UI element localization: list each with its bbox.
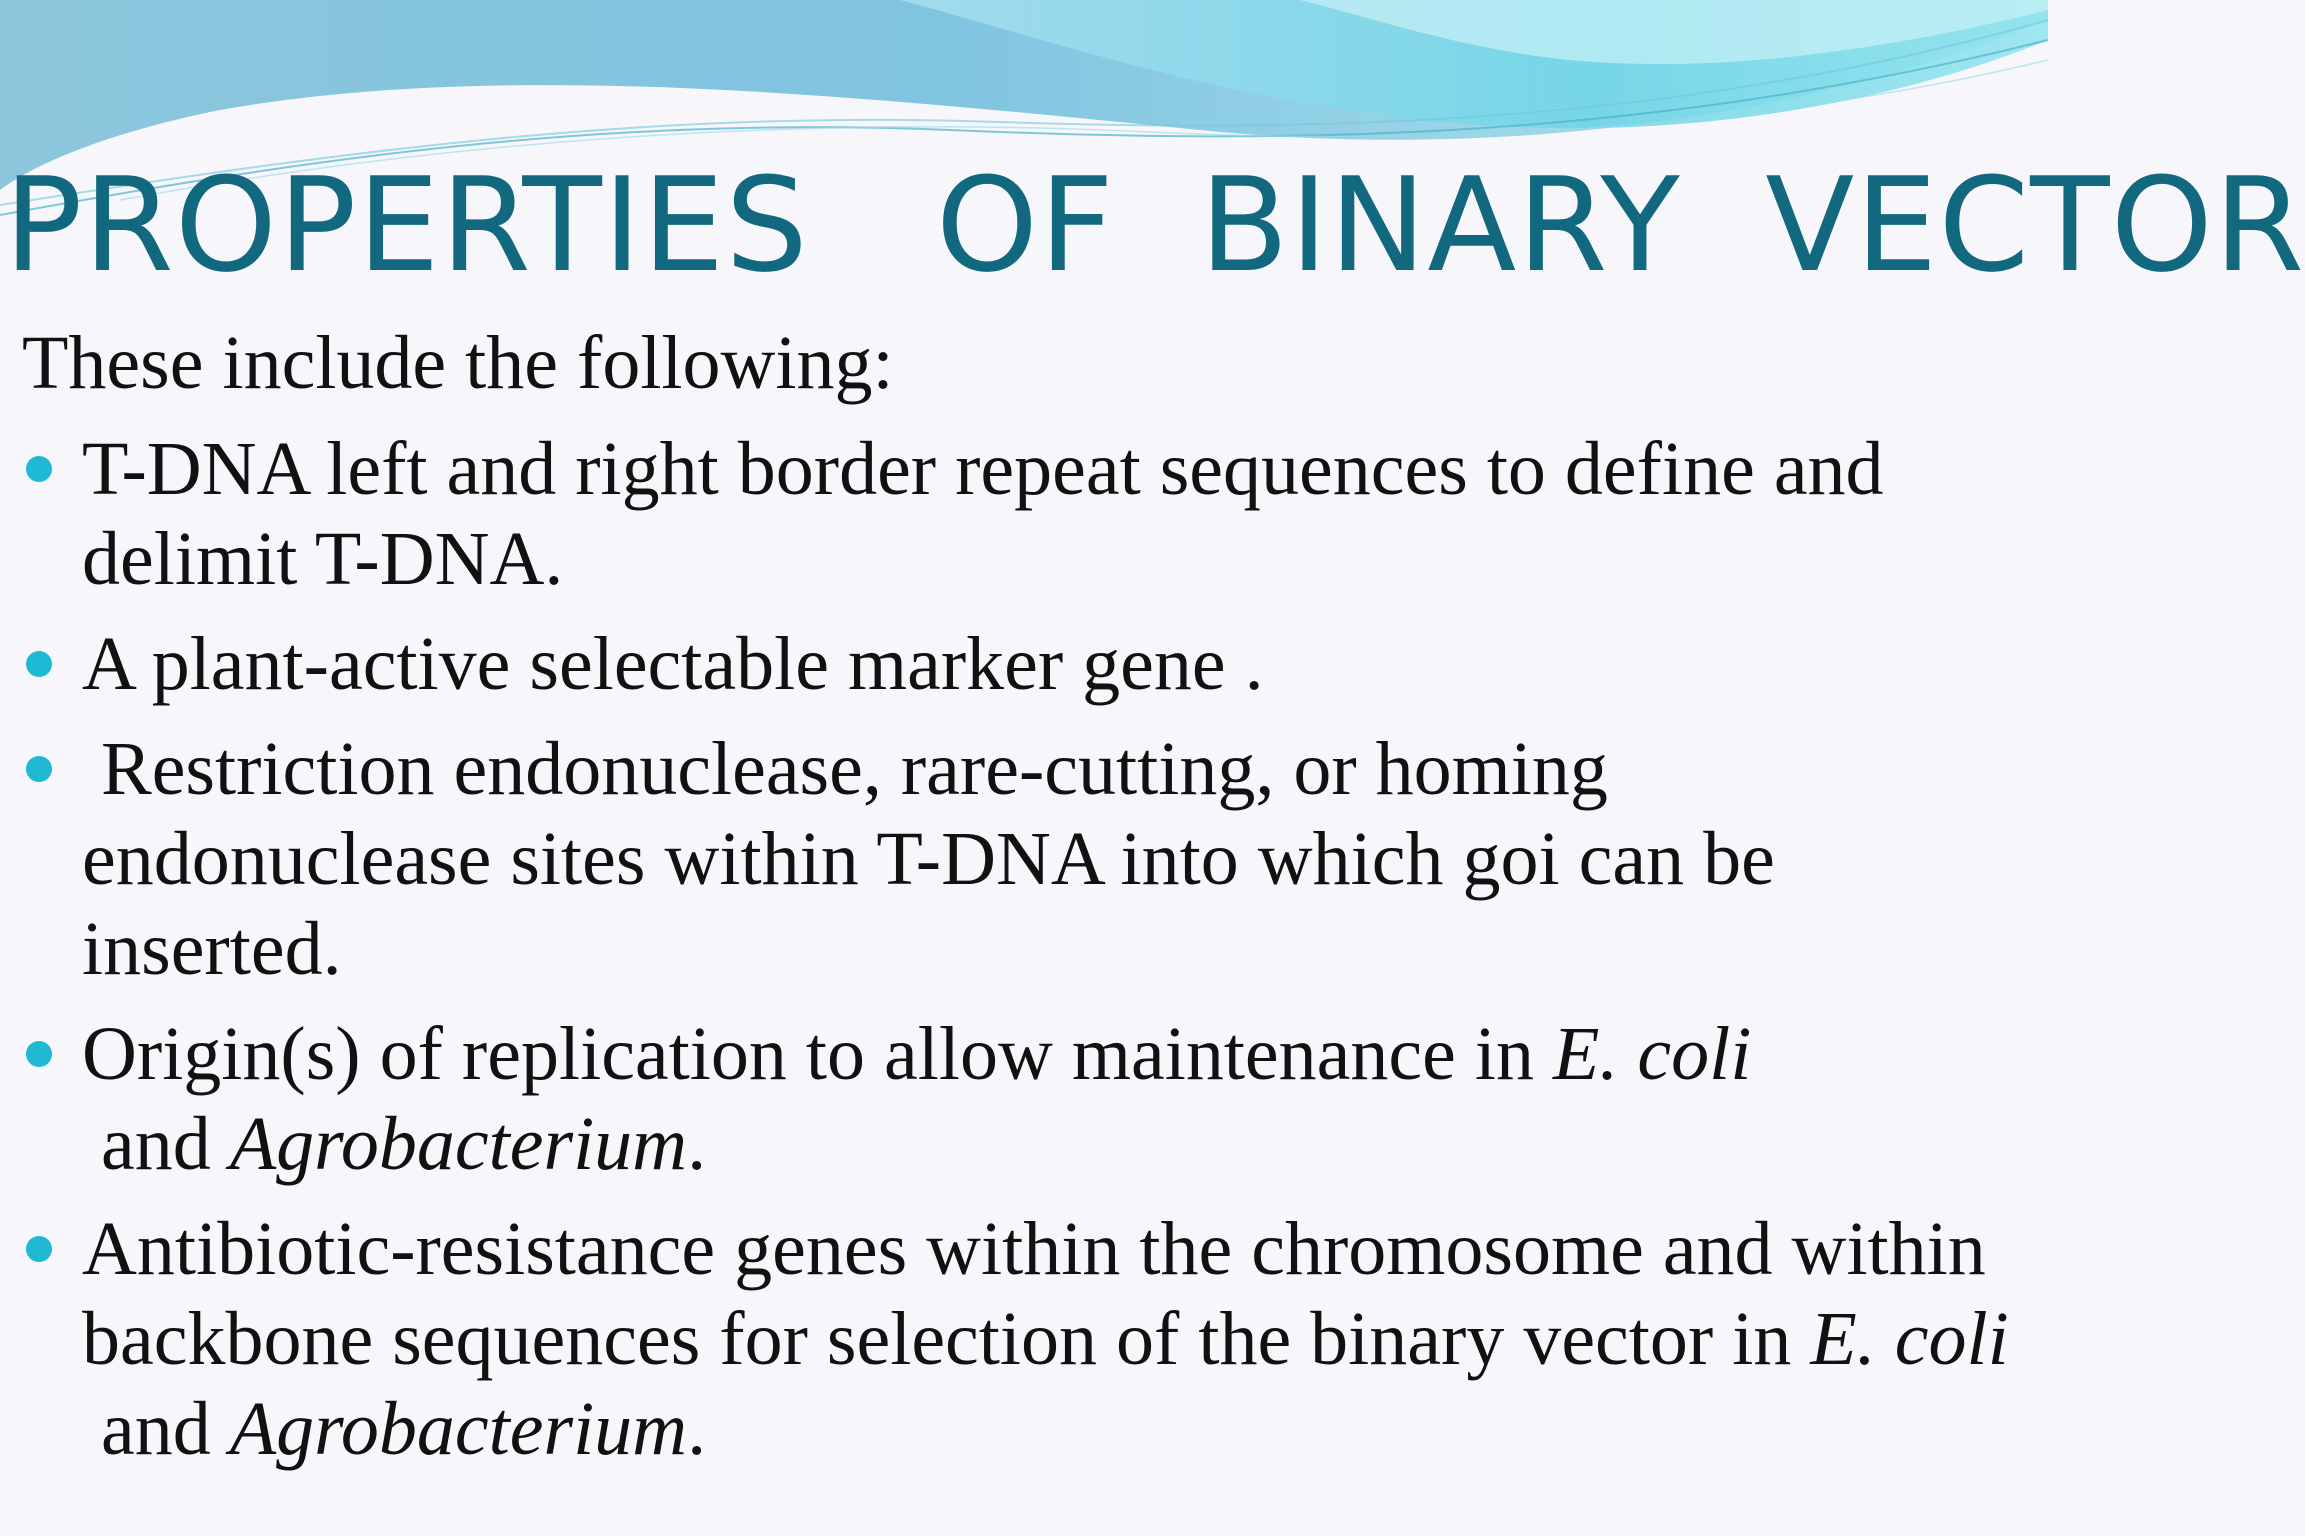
bullet-text-part: . — [687, 1102, 707, 1186]
organism-name: Agrobacterium — [229, 1102, 688, 1186]
bullet-item — [0, 724, 2020, 994]
bullet-text: A plant-active selectable marker gene . — [82, 622, 1264, 706]
bullet-item — [0, 619, 2020, 709]
bullet-dot-icon — [26, 651, 52, 677]
bullet-text-part: and — [82, 1102, 230, 1186]
bullet-text-part: Origin(s) of replication to allow maintenance in — [82, 1012, 1553, 1096]
bullet-dot-icon — [26, 456, 52, 482]
bullet-text-part: . — [687, 1387, 707, 1471]
intro-text: These include the following: — [22, 321, 894, 405]
bullet-dot-icon — [26, 756, 52, 782]
organism-name: Agrobacterium — [229, 1387, 688, 1471]
slide-title: PROPERTIES OF BINARY VECTOR — [4, 149, 2305, 301]
bullet-dot-icon — [26, 1041, 52, 1067]
organism-name: E. coli — [1552, 1012, 1752, 1096]
bullet-item — [0, 1009, 2020, 1189]
bullet-text-part: Antibiotic-resistance genes within the chromosome and within backbone sequences for selection of the binary vector in — [82, 1207, 1986, 1381]
bullet-text: Restriction endonuclease, rare-cutting, or homing endonuclease sites within T-DNA into which goi can be inserted. — [82, 727, 1794, 991]
bullet-text-part: and — [82, 1387, 230, 1471]
bullet-item — [0, 1204, 2020, 1474]
bullet-text: T-DNA left and right border repeat sequences to define and delimit T-DNA. — [82, 427, 1884, 601]
bullet-list — [0, 424, 2020, 1489]
organism-name: E. coli — [1810, 1297, 2009, 1381]
bullet-dot-icon — [26, 1236, 52, 1262]
bullet-item — [0, 424, 2020, 604]
